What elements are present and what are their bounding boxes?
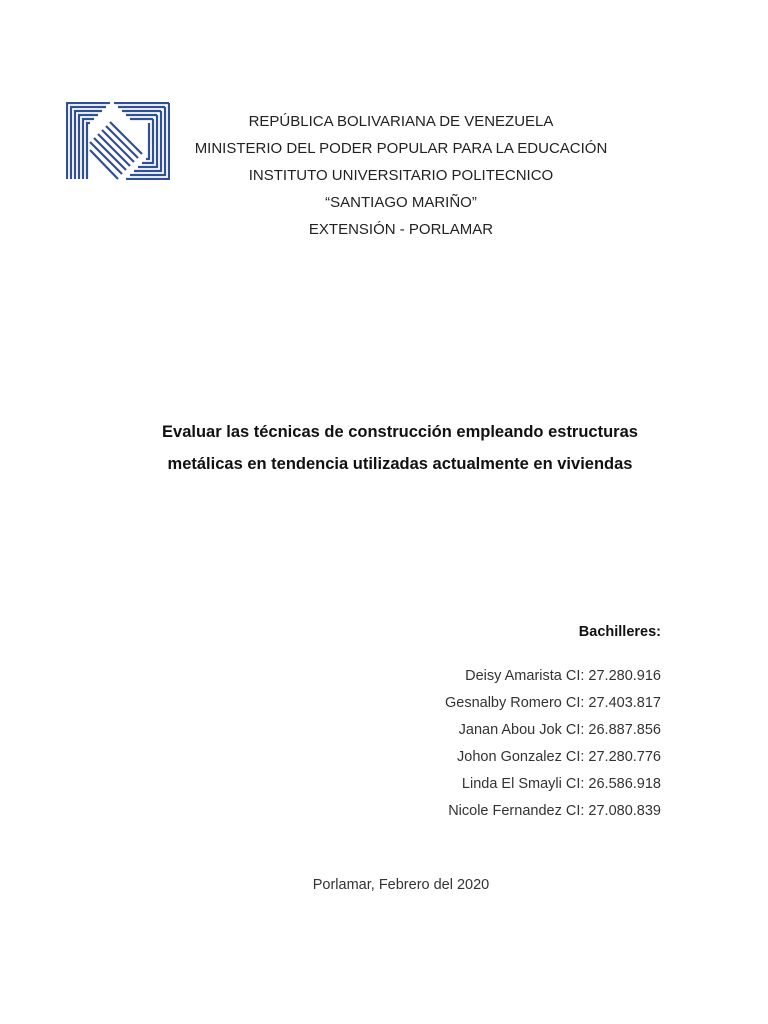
institution-header — [120, 108, 682, 243]
title-line-1: Evaluar las técnicas de construcción empleando estructuras — [162, 423, 638, 441]
place-date: Porlamar, Febrero del 2020 — [312, 877, 490, 893]
header-line-institute-name: “SANTIAGO MARIÑO” — [325, 194, 477, 211]
student-item: Nicole Fernandez CI: 27.080.839 — [448, 803, 661, 819]
students-list — [445, 663, 661, 825]
document-title — [70, 416, 730, 480]
student-item: Deisy Amarista CI: 27.280.916 — [465, 668, 661, 684]
title-line-2: metálicas en tendencia utilizadas actualmente en viviendas — [167, 455, 633, 473]
header-line-institute: INSTITUTO UNIVERSITARIO POLITECNICO — [248, 167, 554, 184]
student-item: Janan Abou Jok CI: 26.887.856 — [458, 722, 661, 738]
header-line-republic: REPÚBLICA BOLIVARIANA DE VENEZUELA — [248, 113, 554, 130]
student-item: Gesnalby Romero CI: 27.403.817 — [444, 695, 661, 711]
student-item: Linda El Smayli CI: 26.586.918 — [461, 776, 661, 792]
student-item: Johon Gonzalez CI: 27.280.776 — [457, 749, 661, 765]
students-label: Bachilleres: — [578, 624, 661, 640]
header-line-ministry: MINISTERIO DEL PODER POPULAR PARA LA EDUCACIÓN — [194, 140, 608, 157]
header-line-extension: EXTENSIÓN - PORLAMAR — [308, 221, 494, 238]
